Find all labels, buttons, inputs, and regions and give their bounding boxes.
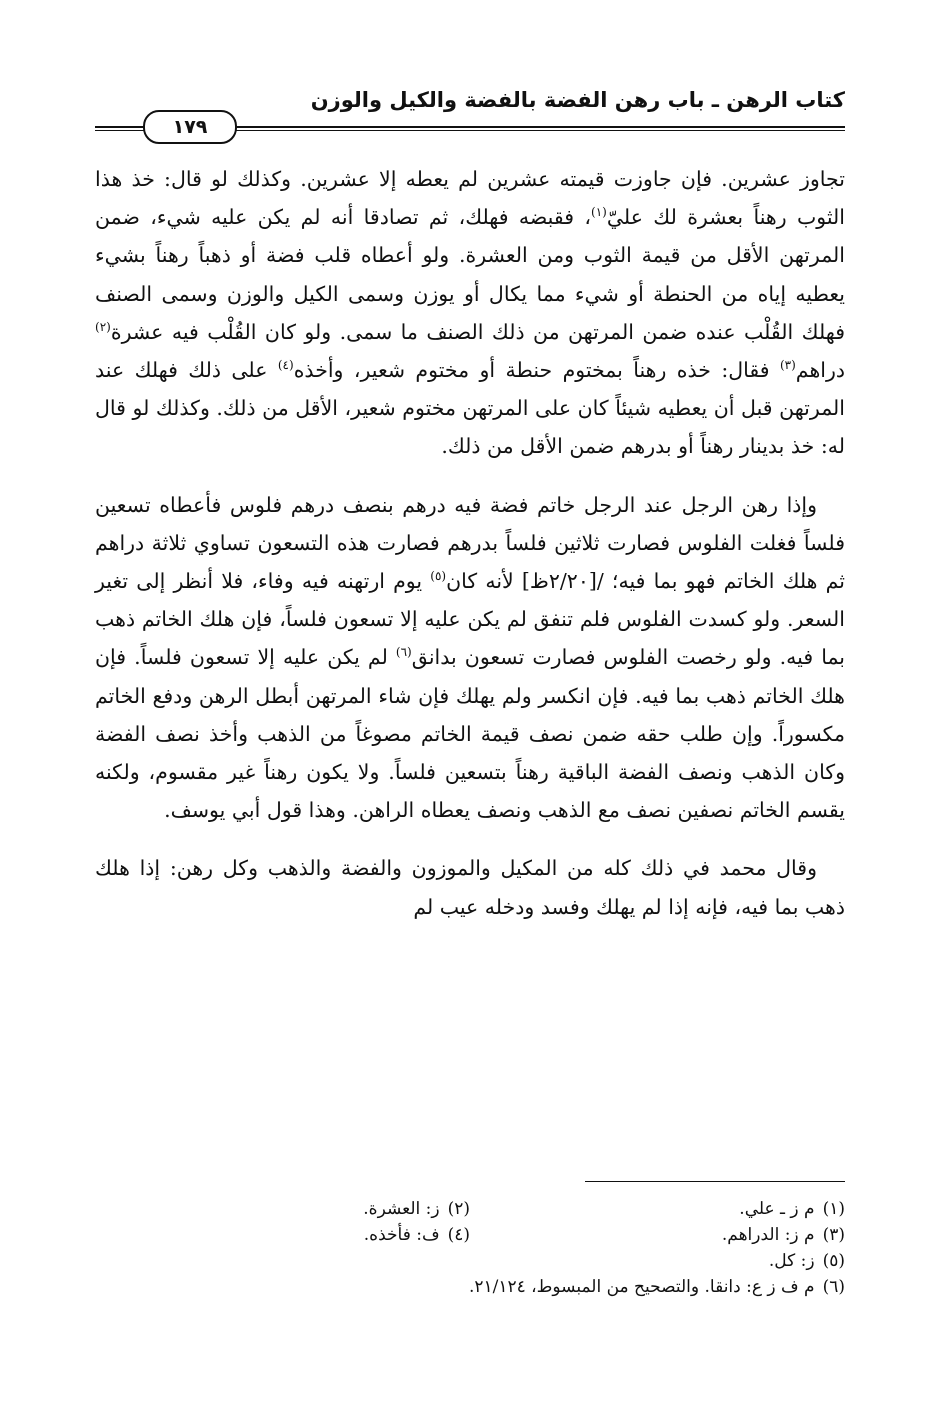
text-run: تجاوز عشرين. فإن جاوزت قيمته عشرين لم يعطه إلا عشرين. وكذلك لو قال: خذ هذا الثوب رهناً بعشرة لك عليّ — [95, 167, 846, 230]
text-run: فقال: خذه رهناً بمختوم حنطة أو مختوم شعير، وأخذه — [293, 358, 780, 383]
text-run: يوم ارتهنه فيه وفاء، فلا أنظر إلى تغير السعر. ولو كسدت الفلوس فلم تنفق لم يكن عليه إلا تسعون فلساً، فإن هلك الخاتم ذهب بما فيه. ولو رخصت الفلوس فصارت تسعون بدانق — [95, 569, 846, 670]
footnote-ref: (٤) — [277, 358, 294, 373]
paragraph-1 — [95, 160, 845, 466]
text-run: لم يكن عليه إلا تسعون فلساً. فإن هلك الخاتم ذهب بما فيه. فإن انكسر ولم يهلك فإن شاء المرتهن أبطل الرهن ودفع الخاتم مكسوراً. وإن طلب حقه ضمن نصف قيمة الخاتم مصوغاً من الذهب وأخذ نصف الفضة وكان الذهب ونصف الفضة الباقية رهناً بتسعين فلساً. ولا يكون رهناً غير مقسوم، ولكنه يقسم الخاتم نصفين نصف مع الذهب ونصف يعطاه الراهن. وهذا قول أبي يوسف. — [95, 645, 845, 823]
footnote-ref: (٣) — [779, 358, 796, 373]
footnote-ref: (٢) — [95, 319, 111, 334]
text-run: ، فقبضه فهلك، ثم تصادقا أنه لم يكن عليه شيء، ضمن المرتهن الأقل من قيمة الثوب ومن العشرة. ولو أعطاه قلب فضة أو ذهباً رهناً بشيء يعطيه إياه من الحنطة أو شيء مما يكال أو يوزن وسمى الكيل والوزن وسمى الصنف فهلك القُلْب عنده ضمن المرتهن من ذلك الصنف ما سمى. ولو كان القُلْب فيه عشرة — [95, 205, 845, 344]
paragraph-3: وقال محمد في ذلك كله من المكيل والموزون والفضة والذهب وكل رهن: إذا هلك ذهب بما فيه، فإنه إذا لم يهلك وفسد ودخله عيب لم — [95, 856, 845, 919]
footnote-row — [95, 1222, 845, 1248]
text-run: دراهم — [795, 358, 845, 383]
footnote-5: (٥)ز: كل. — [768, 1251, 845, 1271]
footnote-ref: (١) — [591, 205, 607, 220]
footnote-6: (٦)م ف ز ع: دانقا. والتصحيح من المبسوط، ٢١/١٢٤. — [468, 1277, 845, 1297]
footnote-ref: (٥) — [430, 569, 447, 584]
text-run: على ذلك فهلك عند المرتهن قبل أن يعطيه شيئاً كان على المرتهن مختوم شعير، الأقل من ذلك. وكذلك لو قال له: خذ بدينار رهناً أو بدرهم ضمن الأقل من ذلك. — [95, 358, 845, 459]
footnote-1: (١)م ز ـ علي. — [739, 1199, 845, 1219]
footnote-3: (٣)م ز: الدراهم. — [721, 1225, 845, 1245]
main-text — [95, 160, 845, 926]
footnote-ref: (٦) — [395, 645, 412, 660]
page-number: ١٧٩ — [143, 110, 237, 144]
paragraph-2 — [95, 486, 845, 830]
footnotes — [95, 1196, 845, 1300]
text-run: وإذا رهن الرجل عند الرجل خاتم فضة فيه درهم بنصف درهم فلوس فأعطاه تسعين فلساً فغلت الفلوس فصارت ثلاثين فلساً بدرهم فصارت هذه التسعون تساوي ثلاثة دراهم ثم هلك الخاتم فهو بما فيه؛ /[٢/٢٠ظ] لأنه كان — [95, 492, 845, 594]
running-title: كتاب الرهن ـ باب رهن الفضة بالفضة والكيل والوزن — [310, 88, 845, 112]
footnote-2: (٢)ز: العشرة. — [363, 1199, 470, 1219]
footnote-4: (٤)ف: فأخذه. — [363, 1225, 470, 1245]
footnote-separator — [585, 1181, 845, 1182]
page-header — [95, 82, 845, 142]
footnote-row — [95, 1196, 845, 1222]
